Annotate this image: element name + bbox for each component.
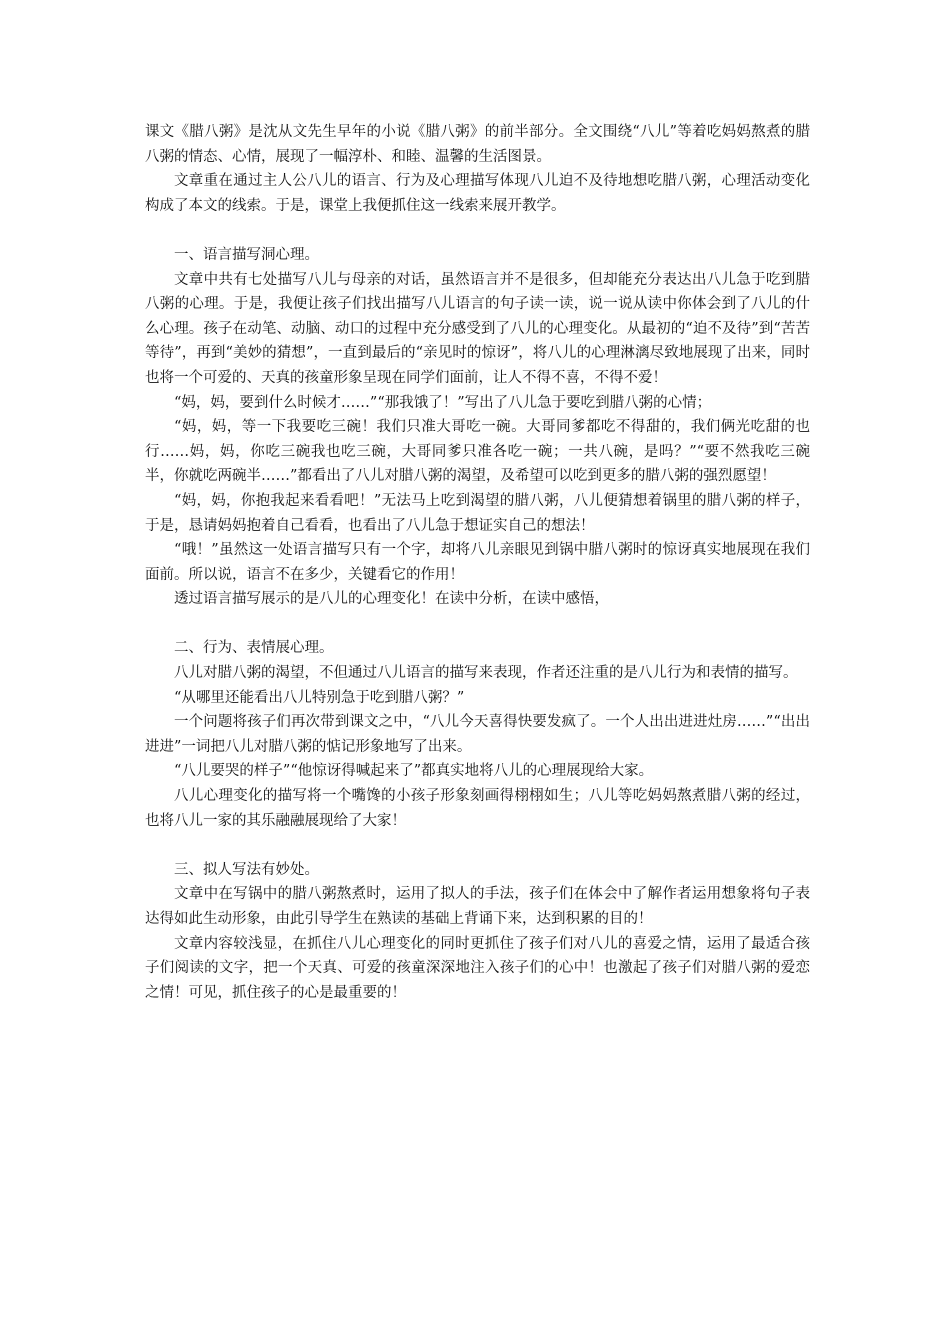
section-1-paragraph: 透过语言描写展示的是八儿的心理变化！在读中分析，在读中感悟， (174, 591, 609, 608)
document-page (145, 120, 810, 1005)
section-spacer (145, 833, 810, 858)
section-1-paragraph: “妈，妈，要到什么时候才……”“那我饿了！”写出了八儿急于要吃到腊八粥的心情； (174, 394, 712, 411)
intro-paragraph-2: 文章重在通过主人公八儿的语言、行为及心理描写体现八儿迫不及待地想吃腊八粥，心理活动变化构成了本文的线索。于是，课堂上我便抓住这一线索来展开教学。 (145, 173, 810, 214)
section-1-paragraph: 文章中共有七处描写八儿与母亲的对话，虽然语言并不是很多，但却能充分表达出八儿急于吃到腊八粥的心理。于是，我便让孩子们找出描写八儿语言的句子读一读，说一说从读中你体会到了八儿的什么心理。孩子在动笔、动脑、动口的过程中充分感受到了八儿的心理变化。从最初的“迫不及待”到“苦苦等待”，再到“美妙的猜想”，一直到最后的“亲见时的惊讶”，将八儿的心理淋漓尽致地展现了出来，同时也将一个可爱的、天真的孩童形象呈现在同学们面前，让人不得不喜，不得不爱！ (145, 271, 810, 386)
section-1-paragraph: “妈，妈，你抱我起来看看吧！”无法马上吃到渴望的腊八粥，八儿便猜想着锅里的腊八粥的样子，于是，恳请妈妈抱着自己看看，也看出了八儿急于想证实自己的想法！ (145, 492, 810, 534)
section-spacer (145, 612, 810, 637)
section-2-paragraph: 八儿心理变化的描写将一个嘴馋的小孩子形象刻画得栩栩如生；八儿等吃妈妈熬煮腊八粥的经过，也将八儿一家的其乐融融展现给了大家！ (145, 788, 810, 829)
section-2-paragraph: “八儿要哭的样子”“他惊讶得喊起来了”都真实地将八儿的心理展现给大家。 (174, 763, 654, 780)
section-1-heading: 一、语言描写洞心理。 (174, 246, 319, 263)
intro-paragraph-1: 课文《腊八粥》是沈从文先生早年的小说《腊八粥》的前半部分。全文围绕“八儿”等着吃妈妈熬煮的腊八粥的情态、心情，展现了一幅淳朴、和睦、温馨的生活图景。 (145, 124, 810, 165)
section-2-heading: 二、行为、表情展心理。 (174, 640, 334, 657)
section-2-paragraph: “从哪里还能看出八儿特别急于吃到腊八粥？” (174, 689, 465, 706)
section-2-paragraph: 八儿对腊八粥的渴望，不但通过八儿语言的描写来表现，作者还注重的是八儿行为和表情的描写。 (174, 665, 798, 682)
section-3-paragraph: 文章内容较浅显，在抓住八儿心理变化的同时更抓住了孩子们对八儿的喜爱之情，运用了最适合孩子们阅读的文字，把一个天真、可爱的孩童深深地注入孩子们的心中！也激起了孩子们对腊八粥的爱恋之情！可见，抓住孩子的心是最重要的！ (145, 935, 810, 1001)
section-spacer (145, 218, 810, 243)
section-2-paragraph: 一个问题将孩子们再次带到课文之中，“八儿今天喜得快要发疯了。一个人出出进进灶房……”“出出进进”一词把八儿对腊八粥的惦记形象地写了出来。 (145, 714, 810, 755)
section-1-paragraph: “哦！”虽然这一处语言描写只有一个字，却将八儿亲眼见到锅中腊八粥时的惊讶真实地展现在我们面前。所以说，语言不在多少，关键看它的作用！ (145, 542, 810, 583)
section-1-paragraph: “妈，妈，等一下我要吃三碗！我们只准大哥吃一碗。大哥同爹都吃不得甜的，我们俩光吃甜的也行……妈，妈，你吃三碗我也吃三碗，大哥同爹只准各吃一碗；一共八碗，是吗？”“要不然我吃三碗半，你就吃两碗半……”都看出了八儿对腊八粥的渴望，及希望可以吃到更多的腊八粥的强烈愿望！ (145, 419, 810, 485)
section-3-paragraph: 文章中在写锅中的腊八粥熬煮时，运用了拟人的手法，孩子们在体会中了解作者运用想象将句子表达得如此生动形象，由此引导学生在熟读的基础上背诵下来，达到积累的目的！ (145, 886, 810, 927)
section-3-heading: 三、拟人写法有妙处。 (174, 861, 319, 878)
